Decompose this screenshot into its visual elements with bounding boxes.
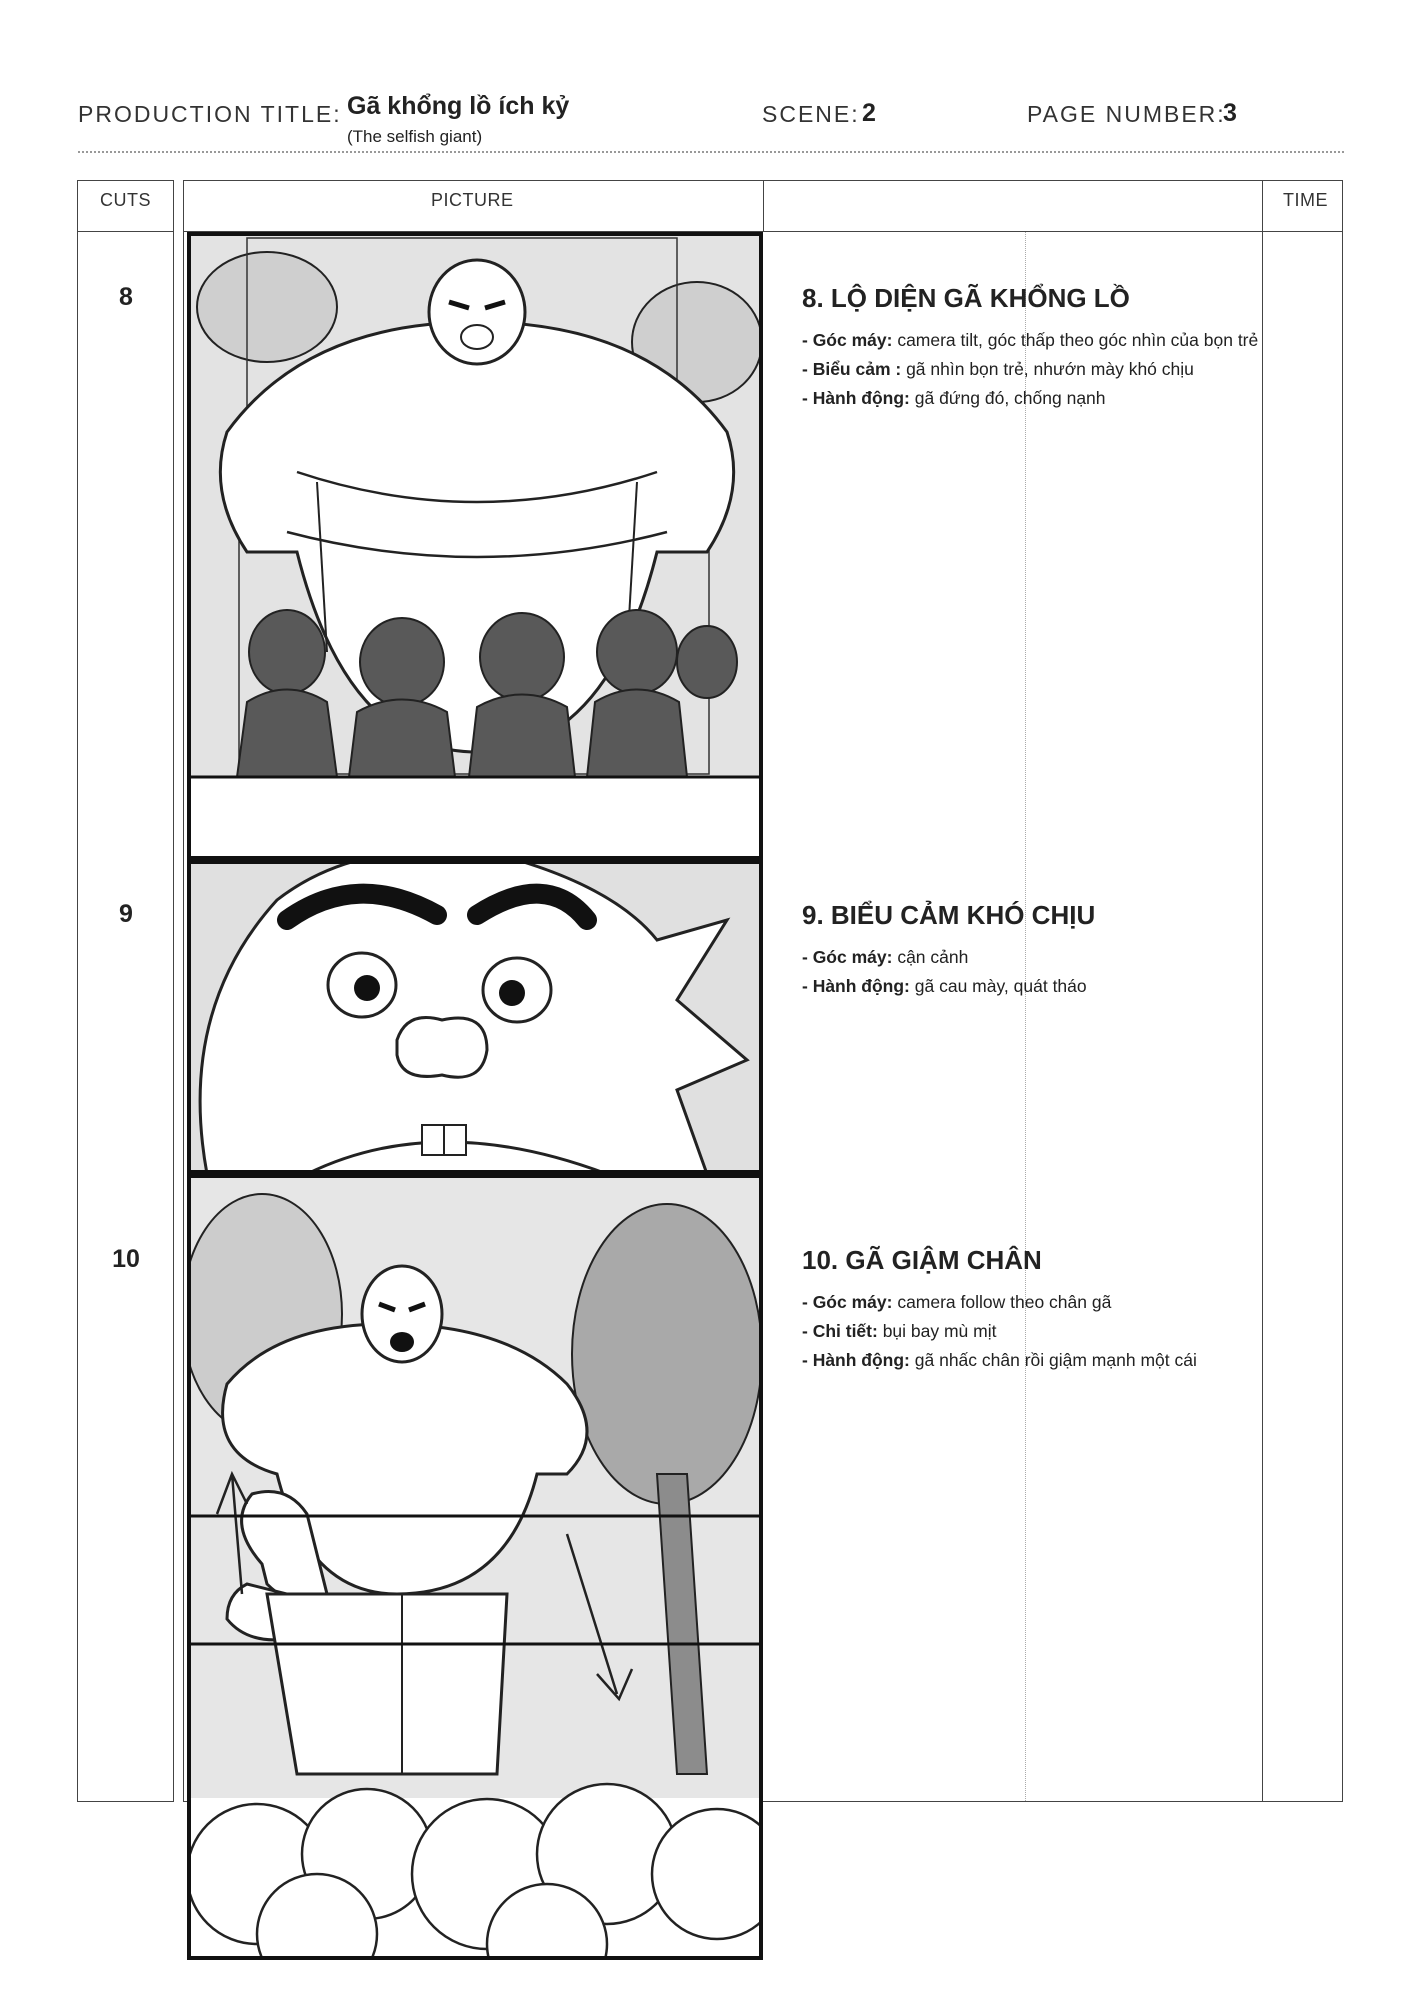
desc-line-text: camera tilt, góc thấp theo góc nhìn của bọn trẻ: [892, 330, 1259, 350]
desc-line-text: gã nhìn bọn trẻ, nhướn mày khó chịu: [901, 359, 1194, 379]
scene-label: SCENE:: [762, 101, 860, 127]
storyboard-panel-9: [187, 860, 763, 1174]
desc-line-label: - Chi tiết:: [802, 1321, 878, 1341]
desc-line-label: - Hành động:: [802, 388, 910, 408]
cut-title: 8. LỘ DIỆN GÃ KHỔNG LỒ: [802, 283, 1130, 313]
desc-line: [802, 1290, 1262, 1315]
cut-description: [802, 283, 1262, 415]
desc-line-text: gã cau mày, quát tháo: [909, 976, 1087, 996]
cut-title: 10. GÃ GIẬM CHÂN: [802, 1245, 1042, 1275]
desc-line: [802, 1319, 1262, 1344]
scene-value: 2: [862, 99, 876, 127]
cut-description: [802, 1245, 1262, 1377]
picture-column-header: PICTURE: [431, 190, 514, 210]
page-number-value: 3: [1223, 99, 1237, 127]
storyboard-panel-10: [187, 1174, 763, 1960]
time-column-header: TIME: [1283, 190, 1328, 210]
cut-title: 9. BIỂU CẢM KHÓ CHỊU: [802, 900, 1096, 930]
page-number-label: PAGE NUMBER:: [1027, 101, 1226, 127]
desc-line: [802, 357, 1262, 382]
desc-line-text: gã đứng đó, chống nạnh: [909, 388, 1106, 408]
production-title-label: PRODUCTION TITLE:: [78, 101, 342, 127]
desc-line-text: camera follow theo chân gã: [892, 1292, 1112, 1312]
desc-line-label: - Hành động:: [802, 1350, 910, 1370]
picture-col-rule: [763, 180, 764, 231]
production-subtitle: (The selfish giant): [347, 127, 483, 146]
panel-9-drawing: [187, 860, 763, 1174]
time-col-rule: [1262, 180, 1263, 1802]
desc-line-label: - Góc máy:: [802, 330, 893, 350]
desc-line: [802, 328, 1262, 353]
cuts-column-header: CUTS: [100, 190, 151, 210]
cut-number: 8: [119, 283, 133, 311]
desc-line-label: - Biểu cảm :: [802, 359, 902, 379]
panel-10-drawing: [187, 1174, 763, 1960]
cut-description: [802, 900, 1262, 1003]
cuts-header-rule: [77, 231, 174, 232]
cuts-column: [77, 180, 174, 1802]
desc-line: [802, 974, 1262, 999]
storyboard-panel-8: [187, 232, 763, 860]
cut-number: 9: [119, 900, 133, 928]
cut-number: 10: [112, 1245, 140, 1273]
desc-line-text: gã nhấc chân rồi giậm mạnh một cái: [909, 1350, 1197, 1370]
desc-line-label: - Hành động:: [802, 976, 910, 996]
desc-line: [802, 386, 1262, 411]
desc-line-label: - Góc máy:: [802, 1292, 893, 1312]
header-divider: [78, 151, 1344, 153]
desc-line-text: bụi bay mù mịt: [877, 1321, 997, 1341]
desc-line-label: - Góc máy:: [802, 947, 893, 967]
panel-8-drawing: [187, 232, 763, 860]
desc-line-text: cận cảnh: [892, 947, 969, 967]
guide-dotted-line: [1025, 232, 1026, 1801]
desc-line: [802, 1348, 1262, 1373]
desc-line: [802, 945, 1262, 970]
production-title: Gã khổng lồ ích kỷ: [347, 92, 570, 120]
